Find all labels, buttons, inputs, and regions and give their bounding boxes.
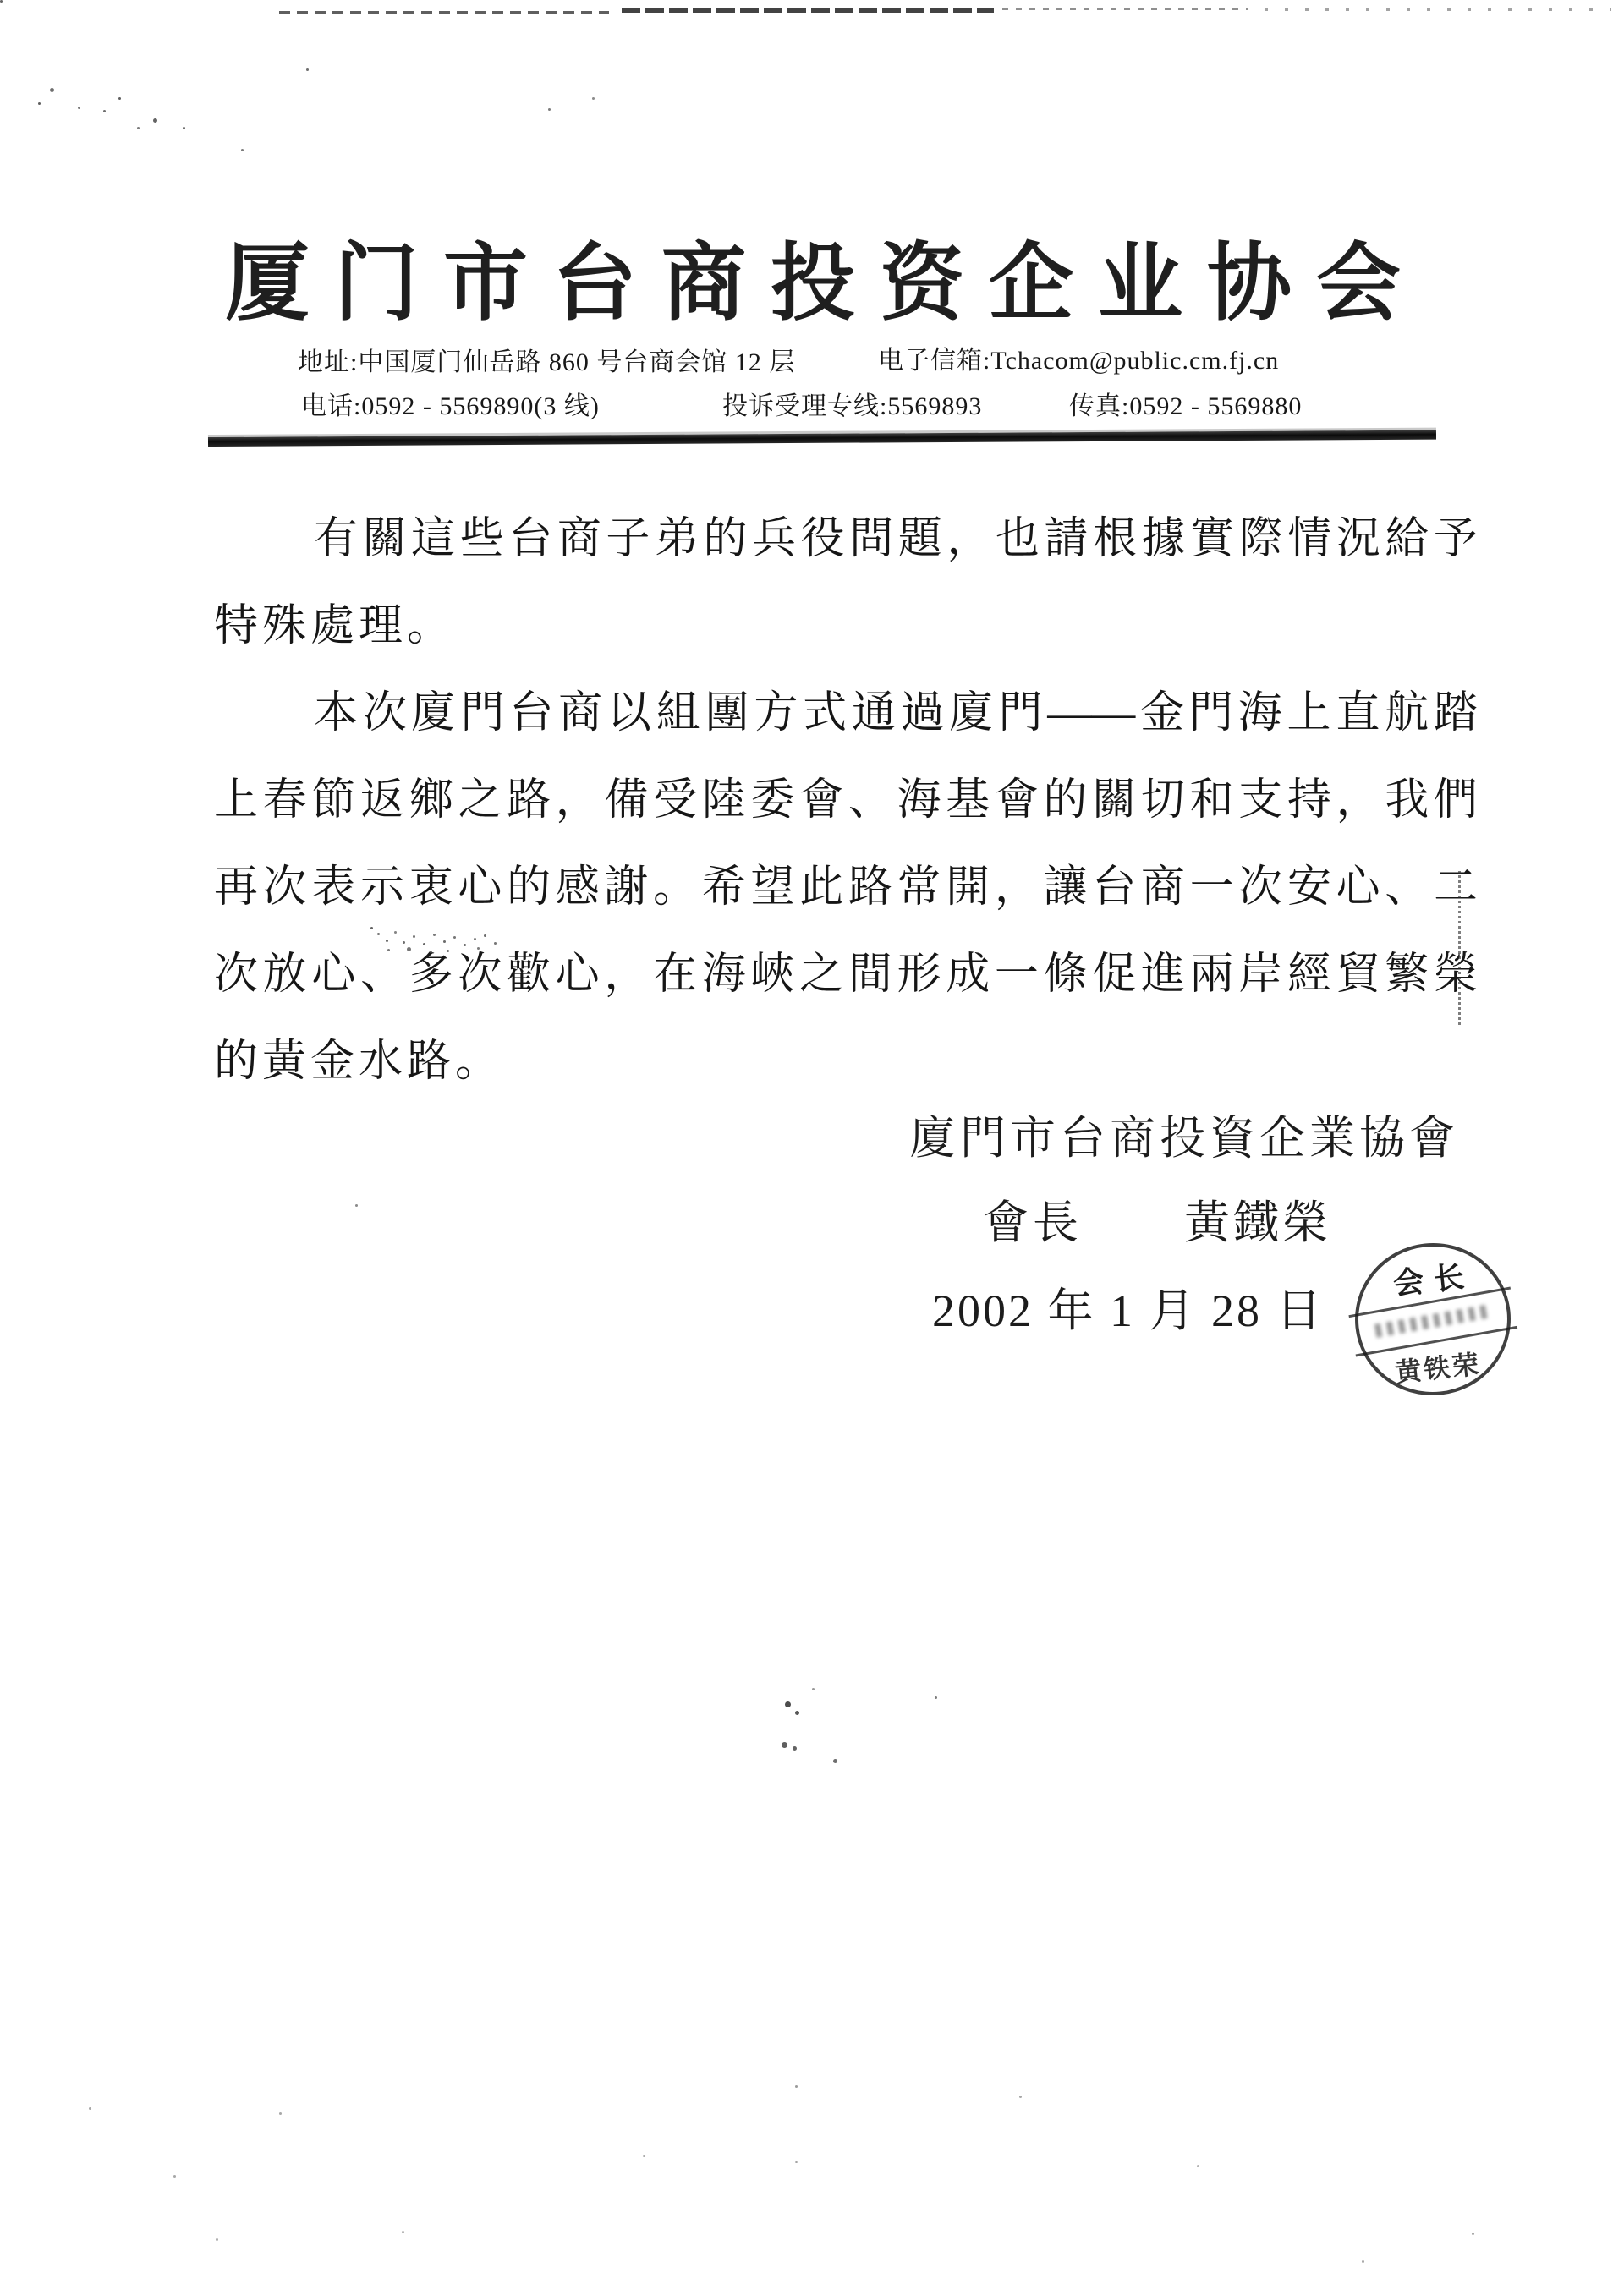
body-line: 特殊處理。 [214,602,456,650]
scan-noise-top [622,8,994,13]
signature-name: 黃鐵榮 [1184,1197,1331,1248]
letterhead-fax: 传真:0592 - 5569880 [1069,392,1303,420]
fold-crease-line [1458,871,1461,1025]
letterhead-title: 厦门市台商投资企业协会 [225,237,1425,331]
signature-role-name [983,1196,1331,1251]
signature-role: 會長 [983,1197,1083,1248]
signature-org: 廈門市台商投資企業協會 [910,1113,1459,1164]
scan-noise-top [1002,8,1248,10]
letterhead-hotline: 投诉受理专线:5569893 [722,392,983,420]
letterhead-phone: 电话:0592 - 5569890(3 线) [301,392,600,420]
body-line: 的黃金水路。 [214,1038,504,1086]
letter-body [214,496,1478,1105]
seal-illegible-text [1374,1304,1492,1338]
letterhead-email: 电子信箱:Tchacom@public.cm.fj.cn [878,347,1280,375]
official-seal [1347,1236,1518,1403]
body-line: 本次廈門台商以組團方式通過廈門——金門海上直航踏 [314,689,1478,737]
body-line: 再次表示衷心的感謝。希望此路常開，讓台商一次安心、二 [214,863,1478,912]
scan-noise-top [279,11,609,14]
signature-date: 2002 年 1 月 28 日 [932,1285,1325,1336]
body-line: 次放心、多次歡心，在海峽之間形成一條促進兩岸經貿繁榮 [214,951,1478,999]
scan-noise-top [1265,8,1611,11]
letterhead-divider-rule [208,430,1436,447]
body-line: 有關這些台商子弟的兵役問題，也請根據實際情況給予 [314,515,1478,563]
seal-bottom-text: 黄铁荣 [1393,1349,1483,1388]
letterhead-address: 地址:中国厦门仙岳路 860 号台商会馆 12 层 [298,348,796,376]
seal-top-text: 会长 [1391,1258,1476,1301]
ink-smudge [370,927,506,956]
body-line: 上春節返鄉之路，備受陸委會、海基會的關切和支持，我們 [214,776,1478,825]
